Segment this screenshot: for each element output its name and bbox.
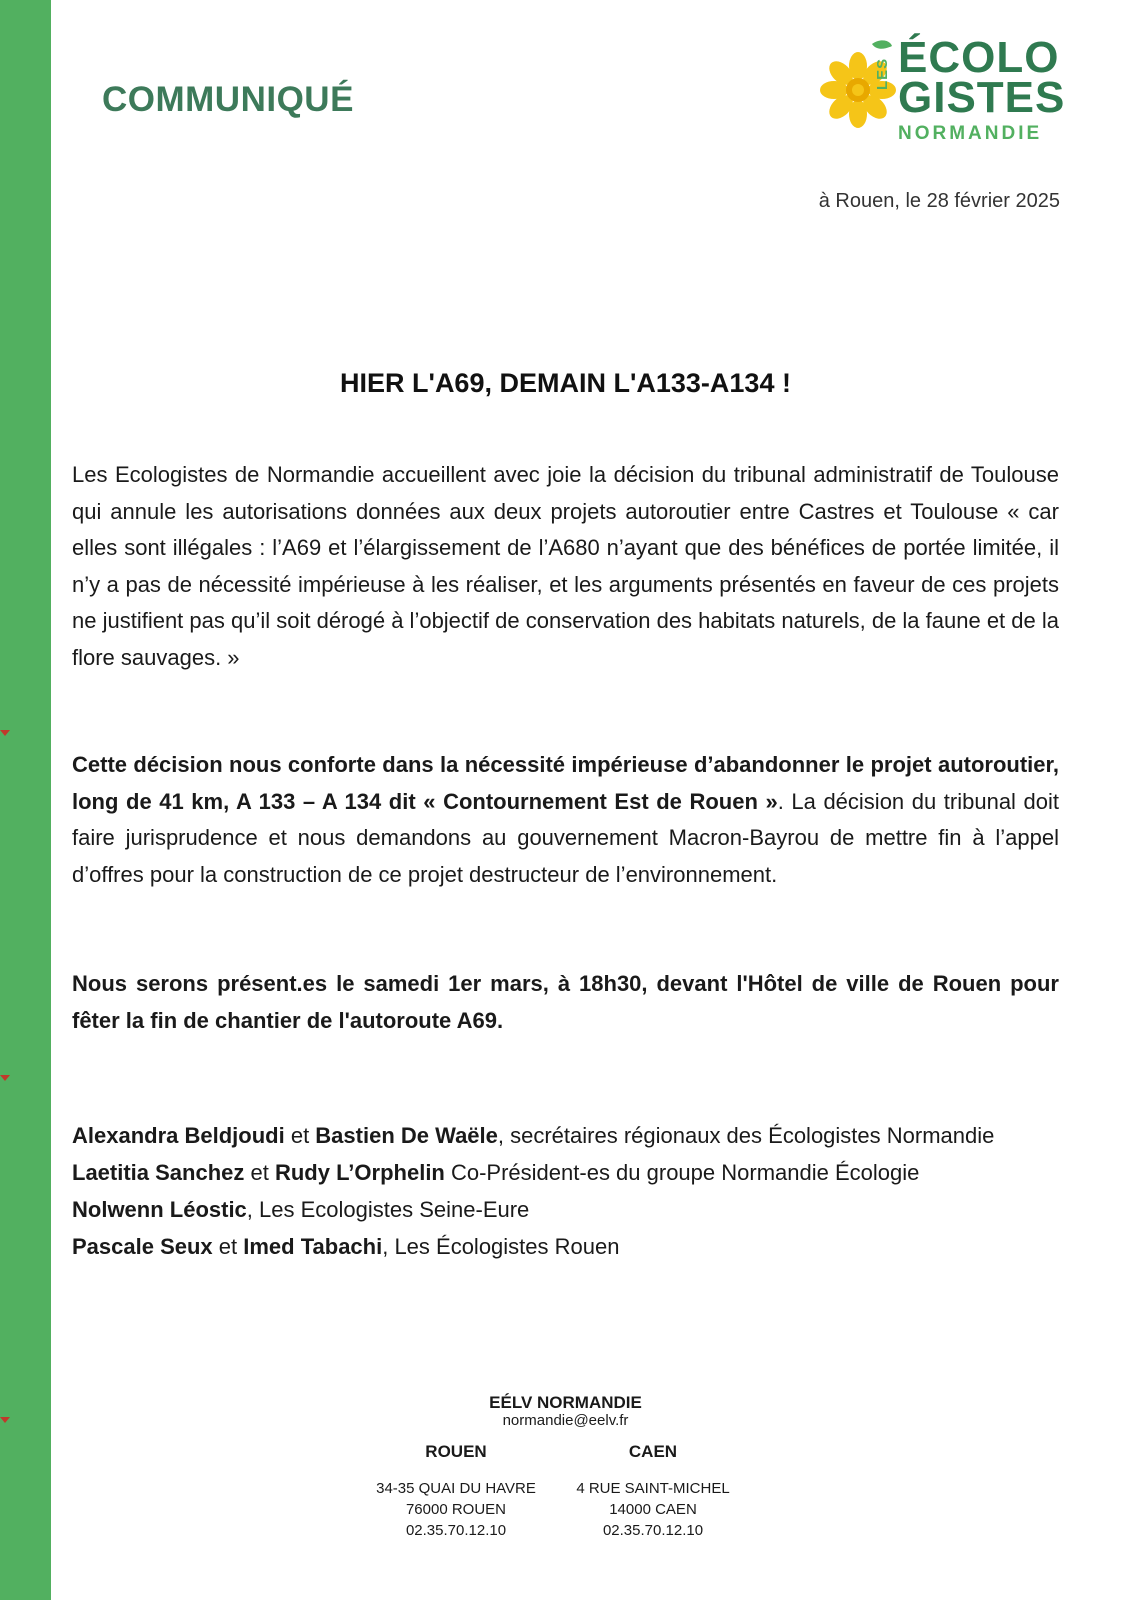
signer-name: Pascale Seux bbox=[72, 1234, 213, 1259]
signer-name: Nolwenn Léostic bbox=[72, 1197, 247, 1222]
paragraph-2-rest: . La décision du tribunal doit faire jurisprudence et nous demandons au gouvernement Macron-Bayrou de mettre fin à l’appel d’offres pour la construction de ce projet destructeur de l’environnement. bbox=[72, 788, 1059, 887]
communique-heading: COMMUNIQUÉ bbox=[102, 80, 354, 119]
footer-city: ROUEN bbox=[425, 1442, 487, 1461]
party-logo bbox=[820, 28, 1070, 148]
signer-line bbox=[72, 1154, 1059, 1191]
signer-join: et bbox=[212, 1234, 244, 1259]
logo-gistes: GISTES bbox=[898, 73, 1066, 122]
paragraph-2 bbox=[72, 747, 1059, 893]
footer-city: CAEN bbox=[628, 1442, 678, 1461]
footer-postal: 76000 ROUEN bbox=[405, 1501, 507, 1518]
footer-phone: 02.35.70.12.10 bbox=[405, 1522, 507, 1539]
signer-name: Alexandra Beldjoudi bbox=[72, 1123, 285, 1148]
paragraph-1: Les Ecologistes de Normandie accueillent avec joie la décision du tribunal administratif de Toulouse qui annule les autorisations données aux deux projets autoroutier entre Castres et Toulouse « car elles sont illégales : l’A69 et l’élargissement de l’A680 n’ayant que des bénéfices de portée limitée, il n’y a pas de nécessité impérieuse à les réaliser, et les arguments présentés en faveur de ces projets ne justifient pas qu’il soit dérogé à l’objectif de conservation des habitats naturels, de la faune et de la flore sauvages. » bbox=[72, 462, 1059, 670]
paragraph-3: Nous serons présent.es le samedi 1er mars, à 18h30, devant l'Hôtel de ville de Rouen pour fêter la fin de chantier de l'autoroute A69. bbox=[72, 971, 1059, 1033]
signer-role: Co-Président-es du groupe Normandie Écologie bbox=[444, 1160, 920, 1185]
footer-rouen bbox=[356, 1441, 556, 1541]
footer-email: normandie@eelv.fr bbox=[502, 1412, 629, 1429]
logo-ecolo: ÉCOLO bbox=[898, 33, 1060, 82]
signers-block bbox=[72, 1117, 1059, 1265]
signer-join: et bbox=[284, 1123, 316, 1148]
signer-name: Rudy L’Orphelin bbox=[274, 1160, 445, 1185]
signer-line bbox=[72, 1228, 1059, 1265]
logo-normandie: NORMANDIE bbox=[898, 123, 1043, 144]
footer-address: 4 RUE SAINT-MICHEL bbox=[576, 1480, 730, 1497]
footer-caen bbox=[553, 1441, 753, 1541]
signer-line bbox=[72, 1191, 1059, 1228]
signer-join: et bbox=[244, 1160, 275, 1185]
paragraph-2-bold: Cette décision nous conforte dans la nécessité impérieuse d’abandonner le projet autoroutier, long de 41 km, A 133 – A 134 dit « Contournement Est de Rouen » bbox=[72, 752, 1059, 814]
logo-les: LES bbox=[874, 57, 891, 90]
side-marker bbox=[0, 730, 10, 736]
left-green-bar bbox=[0, 0, 51, 1600]
date-line: à Rouen, le 28 février 2025 bbox=[818, 190, 1060, 212]
signer-name: Bastien De Waële bbox=[315, 1123, 498, 1148]
side-marker bbox=[0, 1075, 10, 1081]
signer-role: , Les Écologistes Rouen bbox=[382, 1234, 620, 1259]
footer-address: 34-35 QUAI DU HAVRE bbox=[376, 1480, 536, 1497]
signer-line bbox=[72, 1117, 1059, 1154]
footer-phone: 02.35.70.12.10 bbox=[602, 1522, 704, 1539]
footer-organization: EÉLV NORMANDIE bbox=[489, 1393, 642, 1412]
press-title: HIER L'A69, DEMAIN L'A133-A134 ! bbox=[340, 368, 791, 398]
signer-name: Laetitia Sanchez bbox=[72, 1160, 245, 1185]
signer-name: Imed Tabachi bbox=[243, 1234, 383, 1259]
signer-role: , Les Ecologistes Seine-Eure bbox=[246, 1197, 530, 1222]
signer-role: , secrétaires régionaux des Écologistes Normandie bbox=[497, 1123, 995, 1148]
footer-postal: 14000 CAEN bbox=[609, 1501, 697, 1518]
